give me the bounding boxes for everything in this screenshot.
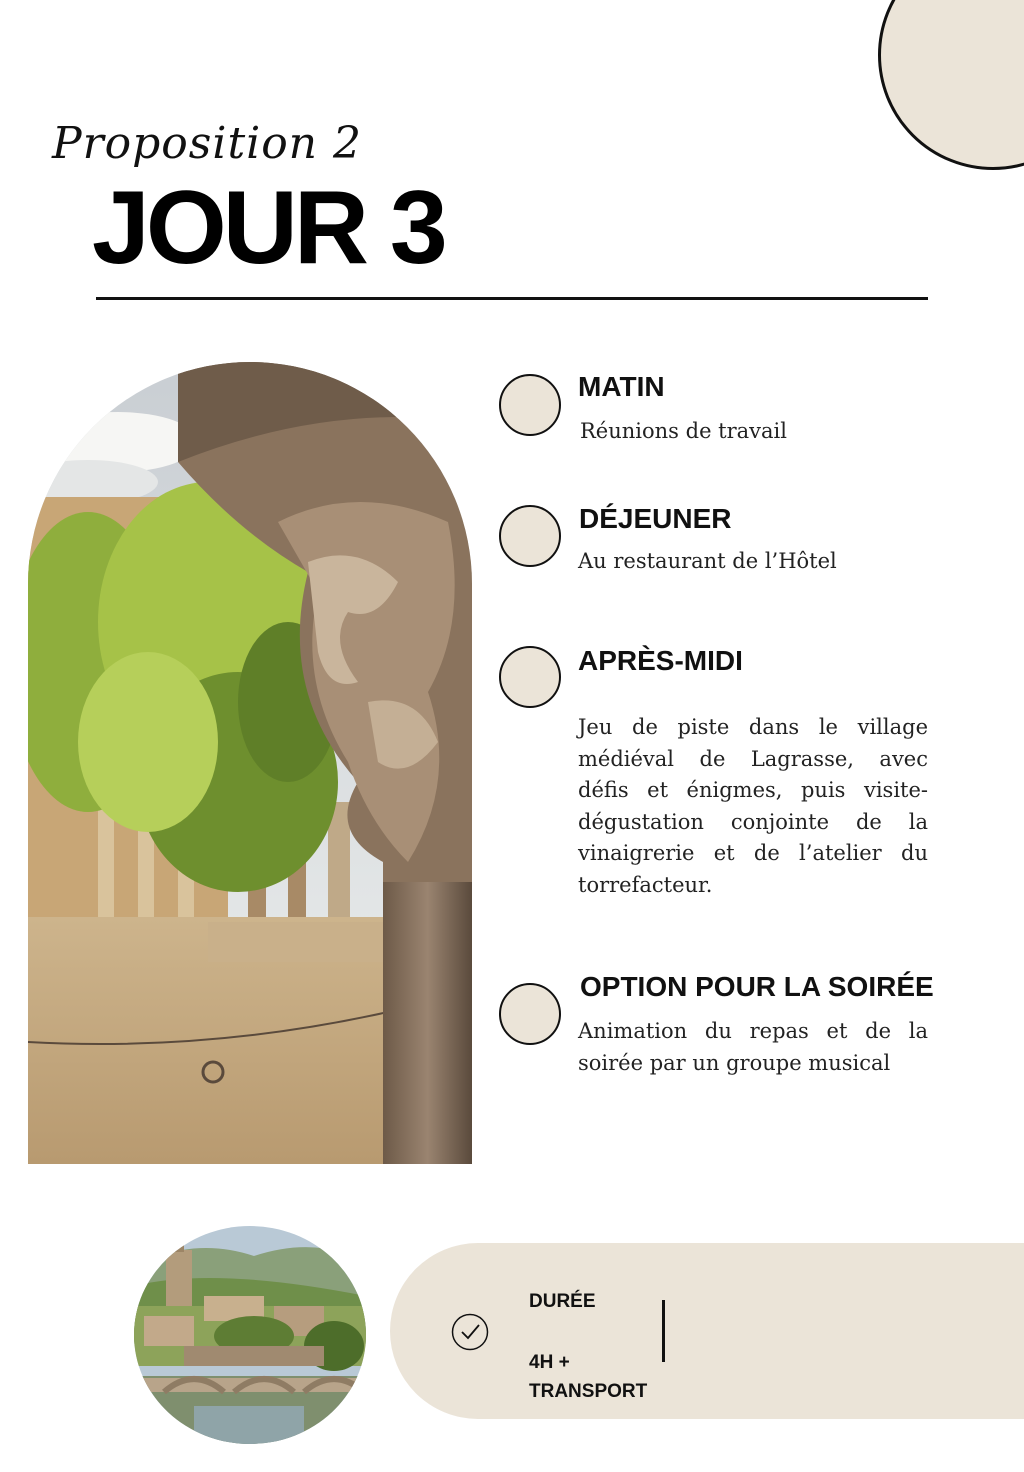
check-circle-icon xyxy=(451,1313,489,1351)
cloister-photo xyxy=(28,362,472,1164)
morning-title: MATIN xyxy=(578,371,665,402)
afternoon-text: Jeu de piste dans le village médiéval de Lagrasse, avec défis et énigmes, puis visite-dégustation conjointe de la vinaigrerie et de l’atelier du torrefacteur. xyxy=(578,715,928,897)
title-divider xyxy=(96,297,928,300)
lunch-title: DÉJEUNER xyxy=(579,503,732,534)
village-photo xyxy=(134,1226,366,1444)
evening-option-text: Animation du repas et de la soirée par un groupe musical xyxy=(578,1019,928,1075)
bullet-circle-icon xyxy=(499,983,561,1045)
corner-decoration-circle xyxy=(878,0,1024,170)
page-title: JOUR 3 xyxy=(92,170,444,286)
bullet-circle-icon xyxy=(499,374,561,436)
evening-option-title: OPTION POUR LA SOIRÉE xyxy=(580,971,934,1002)
duration-value: 4H + TRANSPORT xyxy=(529,1352,648,1402)
duration-divider xyxy=(662,1300,665,1362)
afternoon-title: APRÈS-MIDI xyxy=(578,645,743,676)
lunch-text: Au restaurant de l’Hôtel xyxy=(578,549,837,573)
page-subtitle: Proposition 2 xyxy=(52,118,362,169)
bullet-circle-icon xyxy=(499,505,561,567)
morning-text: Réunions de travail xyxy=(580,419,787,443)
bullet-circle-icon xyxy=(499,646,561,708)
duration-label: DURÉE xyxy=(529,1291,596,1312)
